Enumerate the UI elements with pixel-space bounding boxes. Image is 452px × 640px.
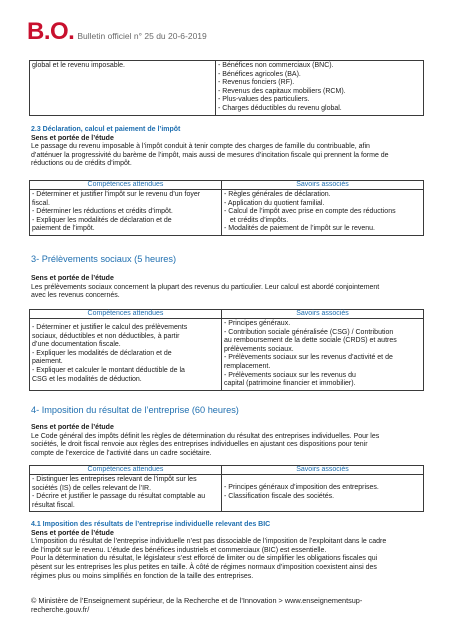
cell-line: - Revenus fonciers (RF). xyxy=(218,79,295,87)
section-3-title: 3- Prélèvements sociaux (5 heures) xyxy=(31,254,177,264)
paragraph-line: Les prélèvements sociaux concernent la plupart des revenus du particulier. Leur calcul est abordé conjointement xyxy=(31,283,380,291)
footer-link[interactable]: recherche.gouv.fr/ xyxy=(31,605,90,614)
cell-line: - Expliquer et calculer le montant déductible de la xyxy=(32,366,185,374)
section-3 xyxy=(31,275,423,301)
cell-line: prélèvements sociaux. xyxy=(224,345,294,353)
col-header-skills: Compétences attendues xyxy=(30,466,222,475)
cell-line: - Prélèvements sociaux sur les revenus d’activité et de xyxy=(224,354,393,362)
table-3 xyxy=(29,309,424,391)
col-header-skills: Compétences attendues xyxy=(30,310,222,319)
paragraph-line: Le passage du revenu imposable à l’impôt conduit à tenir compte des charges de famille du contribuable, afin xyxy=(31,143,370,151)
cell-line: - Bénéfices agricoles (BA). xyxy=(218,70,301,78)
paragraph-line: régimes plus ou moins simplifiés en fonction de la taille des entreprises. xyxy=(31,572,254,580)
cell-line: - Principes généraux. xyxy=(224,320,291,327)
table-continuation xyxy=(29,60,424,116)
section-heading: 2.3 Déclaration, calcul et paiement de l’impôt xyxy=(31,126,181,133)
cell-line: - Principes généraux d’imposition des entreprises. xyxy=(224,484,379,491)
paragraph-line: L’imposition du résultat de l’entreprise individuelle n’est pas dissociable de l’imposition de l’exploitant dans le cadre xyxy=(31,538,387,546)
table-cell-right xyxy=(222,319,424,391)
cell-line: global et le revenu imposable. xyxy=(32,62,126,69)
cell-line: - Règles générales de déclaration. xyxy=(224,191,331,198)
section-2-3 xyxy=(31,126,423,169)
paragraph-line: Pour la détermination du résultat, le législateur s’est efforcé de limiter ou de simplifier les obligations fiscales qui xyxy=(31,555,378,563)
cell-line: - Décrire et justifier le passage du résultat comptable au xyxy=(32,493,206,501)
section-4-1 xyxy=(31,521,423,581)
cell-line: - Charges déductibles du revenu global. xyxy=(218,104,342,112)
col-header-skills: Compétences attendues xyxy=(30,181,222,190)
paragraph-line: d’atténuer la progressivité du barème de l’impôt, mais aussi de mesures d’incitation fiscale qui prennent la forme de xyxy=(31,151,389,159)
cell-line: - Modalités de paiement de l’impôt sur le revenu. xyxy=(224,225,375,233)
section-4 xyxy=(31,424,423,458)
cell-line: d’une documentation fiscale. xyxy=(32,341,121,349)
paragraph-line: réductions ou de crédits d’impôt. xyxy=(31,160,132,168)
cell-line: fiscal. xyxy=(32,199,50,207)
table-2-3 xyxy=(29,180,424,236)
paragraph-line: compte de l’exercice de l’activité dans un cadre sociétaire. xyxy=(31,449,212,457)
cell-line: sociaux, déductibles et non déductibles, à partir xyxy=(32,332,180,340)
cell-line: et crédits d’impôts. xyxy=(224,216,289,224)
cell-line: - Expliquer les modalités de déclaration et de xyxy=(32,349,172,357)
cell-line: - Plus-values des particuliers. xyxy=(218,96,310,104)
cell-line: au remboursement de la dette sociale (CRDS) et autres xyxy=(224,337,397,345)
cell-line: paiement. xyxy=(32,358,63,366)
cell-line: CSG et les modalités de déduction. xyxy=(32,375,142,383)
table-cell-left xyxy=(30,475,222,512)
scope-heading: Sens et portée de l’étude xyxy=(31,529,114,537)
cell-line: résultat fiscal. xyxy=(32,501,75,509)
footer-line: © Ministère de l’Enseignement supérieur, de la Recherche et de l’Innovation > www.enseignementsup- xyxy=(31,596,363,605)
table-4 xyxy=(29,465,424,512)
cell-line: - Application du quotient familial. xyxy=(224,199,325,207)
col-header-knowledge: Savoirs associés xyxy=(222,466,424,475)
cell-line: - Classification fiscale des sociétés. xyxy=(224,492,335,500)
scope-heading: Sens et portée de l’étude xyxy=(31,424,114,431)
col-header-knowledge: Savoirs associés xyxy=(222,181,424,190)
cell-line: - Bénéfices non commerciaux (BNC). xyxy=(218,62,334,69)
paragraph-line: avec les revenus concernés. xyxy=(31,292,120,300)
col-header-knowledge: Savoirs associés xyxy=(222,310,424,319)
cell-line: - Déterminer les réductions et crédits d’impôt. xyxy=(32,208,173,216)
paragraph-line: Le Code général des impôts définit les règles de détermination du résultat des entreprises individuelles. Pour les xyxy=(31,432,380,440)
table-cell-left xyxy=(30,190,222,236)
cell-line: remplacement. xyxy=(224,362,271,370)
cell-line: - Déterminer et justifier le calcul des prélèvements xyxy=(32,324,188,331)
bo-logo: B.O. xyxy=(27,18,75,45)
cell-line: - Contribution sociale généralisée (CSG) / Contribution xyxy=(224,328,394,336)
table-cell-right xyxy=(222,190,424,236)
table-cell-left xyxy=(30,61,216,116)
paragraph-line: de l’impôt sur le revenu. L’étude des bénéfices industriels et commerciaux (BIC) est essentielle. xyxy=(31,546,327,554)
table-cell-right xyxy=(216,61,424,116)
table-cell-right xyxy=(222,475,424,512)
cell-line: - Prélèvements sociaux sur les revenus du xyxy=(224,371,356,379)
cell-line: capital (patrimoine financier et immobilier). xyxy=(224,380,356,388)
cell-line: - Expliquer les modalités de déclaration et de xyxy=(32,216,172,224)
scope-heading: Sens et portée de l’étude xyxy=(31,275,114,282)
page-footer xyxy=(31,596,431,614)
section-heading: 4.1 Imposition des résultats de l’entreprise individuelle relevant des BIC xyxy=(31,521,271,528)
page-header xyxy=(27,18,207,45)
table-cell-left xyxy=(30,319,222,391)
cell-line: - Revenus des capitaux mobiliers (RCM). xyxy=(218,87,346,95)
cell-line: sociétés (IS) de celles relevant de l’IR. xyxy=(32,484,152,492)
cell-line: - Déterminer et justifier l’impôt sur le revenu d’un foyer xyxy=(32,191,201,198)
cell-line: paiement de l’impôt. xyxy=(32,225,95,233)
paragraph-line: sociétés, le droit fiscal renvoie aux règles des entreprises individuelles en ajustant ces dispositions pour tenir xyxy=(31,441,368,449)
scope-heading: Sens et portée de l’étude xyxy=(31,134,114,142)
cell-line: - Calcul de l’impôt avec prise en compte des réductions xyxy=(224,208,396,216)
bulletin-title: Bulletin officiel n° 25 du 20-6-2019 xyxy=(77,31,207,41)
cell-line: - Distinguer les entreprises relevant de l’impôt sur les xyxy=(32,476,197,483)
section-4-title: 4- Imposition du résultat de l’entreprise (60 heures) xyxy=(31,405,239,415)
paragraph-line: pèsent sur les entreprises les plus petites en taille. À côté de régimes normaux d’imposition coexistent ainsi des xyxy=(31,563,377,571)
